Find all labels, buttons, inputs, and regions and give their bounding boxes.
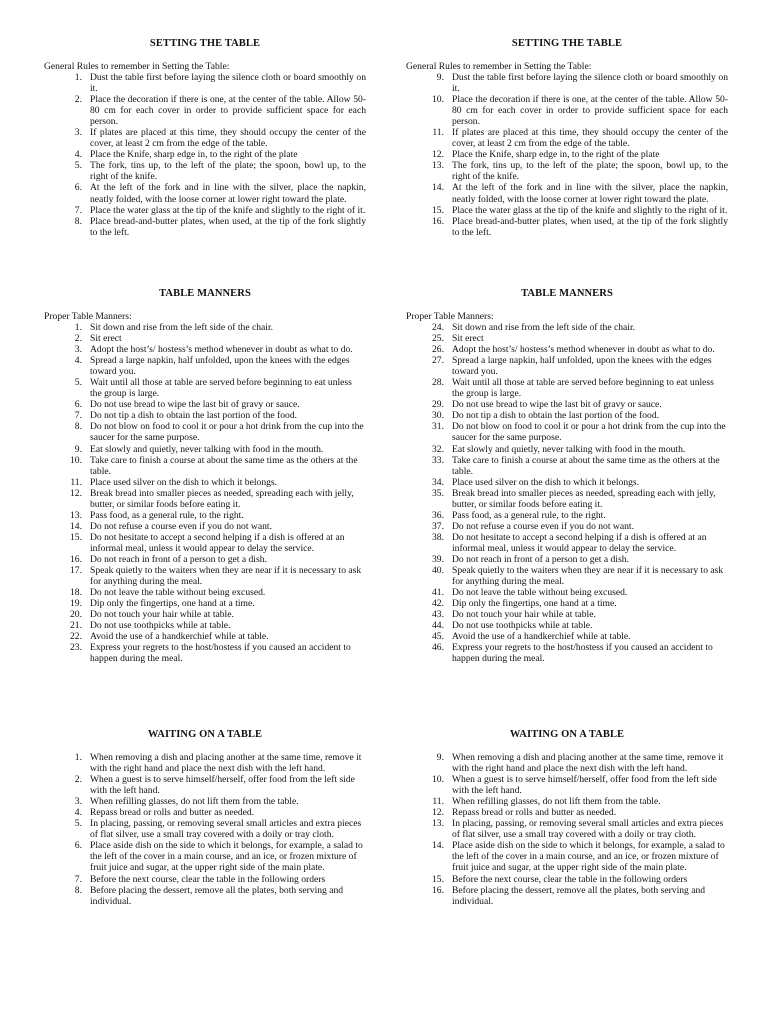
item-number: 4. — [74, 355, 82, 367]
item-text: In placing, passing, or removing several small articles and extra pieces of flat silver, use a small tray covered with a doily or tray cloth. — [90, 818, 362, 841]
item-text: Do not reach in front of a person to get a dish. — [90, 553, 267, 565]
list-item — [406, 410, 728, 421]
list-item — [44, 532, 366, 554]
list-item — [406, 874, 728, 885]
item-number: 21. — [70, 620, 82, 632]
item-text: The fork, tins up, to the left of the plate; the spoon, bowl up, to the right of the knife. — [90, 160, 366, 183]
item-text: Before placing the dessert, remove all the plates, both serving and individual. — [90, 884, 344, 907]
item-number: 11. — [432, 796, 444, 808]
item-text: When refilling glasses, do not lift them from the table. — [452, 796, 661, 808]
list-item — [406, 322, 728, 333]
list-item — [406, 127, 728, 149]
item-number: 4. — [74, 149, 82, 161]
list-item — [406, 631, 728, 642]
list-item — [44, 631, 366, 642]
waiting-list-right — [406, 752, 728, 907]
setting-list-left — [44, 72, 366, 238]
list-item — [406, 333, 728, 344]
item-text: Do not use bread to wipe the last bit of gravy or sauce. — [452, 399, 662, 411]
item-text: Adopt the host’s/ hostess’s method whenever in doubt as what to do. — [452, 344, 715, 356]
item-text: Before the next course, clear the table in the following orders — [90, 873, 326, 885]
item-number: 15. — [70, 531, 82, 543]
list-item — [44, 455, 366, 477]
list-item — [406, 521, 728, 532]
item-text: Pass food, as a general rule, to the right. — [90, 509, 244, 521]
item-text: Express your regrets to the host/hostess if you caused an accident to happen during the meal. — [452, 642, 713, 665]
list-item — [406, 532, 728, 554]
item-number: 6. — [74, 840, 82, 852]
item-text: Repass bread or rolls and butter as needed. — [452, 807, 617, 819]
list-item — [406, 554, 728, 565]
list-item — [44, 399, 366, 410]
item-number: 15. — [432, 873, 444, 885]
item-text: Speak quietly to the waiters when they are near if it is necessary to ask for anything during the meal. — [90, 565, 362, 588]
item-text: The fork, tins up, to the left of the plate; the spoon, bowl up, to the right of the knife. — [452, 160, 728, 183]
item-number: 14. — [70, 520, 82, 532]
list-item — [44, 205, 366, 216]
list-item — [44, 609, 366, 620]
item-number: 46. — [432, 642, 444, 654]
item-number: 1. — [74, 322, 82, 333]
list-item — [406, 149, 728, 160]
list-item — [406, 72, 728, 94]
item-text: Do not refuse a course even if you do not want. — [90, 520, 272, 532]
item-number: 27. — [432, 355, 444, 367]
item-text: Place the Knife, sharp edge in, to the right of the plate — [90, 149, 298, 161]
item-text: Wait until all those at table are served before beginning to eat unless the group is large. — [90, 377, 352, 400]
item-number: 18. — [70, 587, 82, 599]
list-item — [44, 818, 366, 840]
list-item — [44, 510, 366, 521]
list-item — [44, 160, 366, 182]
item-number: 16. — [432, 884, 444, 896]
list-item — [44, 840, 366, 873]
item-text: Before placing the dessert, remove all the plates, both serving and individual. — [452, 884, 706, 907]
item-text: Break bread into smaller pieces as needed, spreading each with jelly, butter, or similar foods before eating it. — [452, 487, 716, 510]
list-item — [406, 455, 728, 477]
item-text: Do not refuse a course even if you do not want. — [452, 520, 634, 532]
item-text: Adopt the host’s/ hostess’s method whenever in doubt as what to do. — [90, 344, 353, 356]
list-item — [406, 399, 728, 410]
list-item — [406, 598, 728, 609]
item-number: 1. — [74, 72, 82, 83]
item-number: 5. — [74, 160, 82, 172]
item-number: 3. — [74, 344, 82, 356]
item-number: 9. — [436, 752, 444, 763]
list-item — [406, 488, 728, 510]
item-number: 31. — [432, 421, 444, 433]
item-number: 12. — [70, 487, 82, 499]
setting-list-right — [406, 72, 728, 238]
item-text: Do not use toothpicks while at table. — [90, 620, 231, 632]
list-item — [406, 620, 728, 631]
list-item — [44, 149, 366, 160]
item-number: 6. — [74, 399, 82, 411]
list-item — [406, 840, 728, 873]
item-number: 42. — [432, 598, 444, 610]
waiting-list-left — [44, 752, 366, 907]
item-number: 10. — [432, 774, 444, 786]
setting-title-right: SETTING THE TABLE — [511, 38, 623, 49]
item-number: 14. — [432, 840, 444, 852]
item-text: Place bread-and-butter plates, when used, at the tip of the fork slightly to the left. — [452, 215, 728, 238]
item-text: Wait until all those at table are served before beginning to eat unless the group is large. — [452, 377, 714, 400]
list-item — [44, 322, 366, 333]
item-text: Do not touch your hair while at table. — [90, 609, 234, 621]
item-number: 36. — [432, 509, 444, 521]
list-item — [44, 377, 366, 399]
list-item — [44, 333, 366, 344]
item-text: At the left of the fork and in line with the silver, place the napkin, neatly folded, with the loose corner at lower right toward the plate. — [452, 182, 728, 205]
item-number: 43. — [432, 609, 444, 621]
item-number: 16. — [70, 553, 82, 565]
item-number: 13. — [70, 509, 82, 521]
item-text: Take care to finish a course at about the same time as the others at the table. — [452, 454, 720, 477]
item-number: 37. — [432, 520, 444, 532]
item-text: Place aside dish on the side to which it belongs, for example, a salad to the left of the cover in a main course, and an ice, or frozen mixture of fruit juice and sugar, at the upper right side of the main plate. — [452, 840, 725, 874]
list-item — [44, 752, 366, 774]
item-text: Place used silver on the dish to which it belongs. — [452, 476, 640, 488]
item-number: 24. — [432, 322, 444, 333]
item-number: 8. — [74, 421, 82, 433]
item-number: 30. — [432, 410, 444, 422]
list-item — [44, 620, 366, 631]
item-number: 5. — [74, 377, 82, 389]
list-item — [44, 182, 366, 204]
item-number: 3. — [74, 796, 82, 808]
item-number: 25. — [432, 333, 444, 345]
list-item — [406, 182, 728, 204]
item-number: 28. — [432, 377, 444, 389]
list-item — [44, 344, 366, 355]
list-item — [406, 818, 728, 840]
item-number: 7. — [74, 410, 82, 422]
item-number: 17. — [70, 565, 82, 577]
item-number: 34. — [432, 476, 444, 488]
item-number: 38. — [432, 531, 444, 543]
waiting-title-left: WAITING ON A TABLE — [147, 729, 263, 740]
item-number: 39. — [432, 553, 444, 565]
list-item — [44, 885, 366, 907]
list-item — [44, 796, 366, 807]
list-item — [406, 565, 728, 587]
list-item — [44, 598, 366, 609]
item-number: 20. — [70, 609, 82, 621]
list-item — [406, 510, 728, 521]
item-text: Place the decoration if there is one, at the center of the table. Allow 50-80 cm for each cover in order to provide sufficient space for each person. — [452, 94, 728, 128]
item-text: Do not use toothpicks while at table. — [452, 620, 593, 632]
item-number: 12. — [432, 807, 444, 819]
item-number: 35. — [432, 487, 444, 499]
item-text: Sit down and rise from the left side of the chair. — [452, 322, 636, 333]
item-text: If plates are placed at this time, they should occupy the center of the cover, at least 2 cm from the edge of the table. — [452, 127, 728, 150]
item-number: 40. — [432, 565, 444, 577]
item-text: Spread a large napkin, half unfolded, upon the knees with the edges toward you. — [452, 355, 712, 378]
item-number: 7. — [74, 204, 82, 216]
list-item — [406, 205, 728, 216]
item-text: Avoid the use of a handkerchief while at table. — [90, 631, 269, 643]
item-number: 1. — [74, 752, 82, 763]
item-number: 23. — [70, 642, 82, 654]
item-text: Do not tip a dish to obtain the last portion of the food. — [452, 410, 660, 422]
item-text: Place the Knife, sharp edge in, to the right of the plate — [452, 149, 660, 161]
item-number: 11. — [70, 476, 82, 488]
list-item — [406, 421, 728, 443]
list-item — [406, 609, 728, 620]
item-text: Before the next course, clear the table in the following orders — [452, 873, 688, 885]
item-text: When a guest is to serve himself/herself, offer food from the left side with the left hand. — [90, 774, 355, 797]
item-number: 5. — [74, 818, 82, 830]
manners-list-left — [44, 322, 366, 664]
list-item — [406, 796, 728, 807]
item-number: 26. — [432, 344, 444, 356]
item-number: 9. — [436, 72, 444, 83]
item-text: Do not blow on food to cool it or pour a hot drink from the cup into the saucer for the same purpose. — [452, 421, 726, 444]
item-text: Dip only the fingertips, one hand at a time. — [90, 598, 255, 610]
list-item — [44, 874, 366, 885]
item-number: 2. — [74, 94, 82, 106]
list-item — [44, 807, 366, 818]
item-text: When a guest is to serve himself/herself, offer food from the left side with the left hand. — [452, 774, 717, 797]
item-text: If plates are placed at this time, they should occupy the center of the cover, at least 2 cm from the edge of the table. — [90, 127, 366, 150]
item-text: Sit erect — [90, 333, 122, 345]
item-text: Sit down and rise from the left side of the chair. — [90, 322, 274, 333]
item-number: 16. — [432, 215, 444, 227]
item-text: Place used silver on the dish to which it belongs. — [90, 476, 278, 488]
item-number: 13. — [432, 160, 444, 172]
manners-list-right — [406, 322, 728, 664]
item-number: 19. — [70, 598, 82, 610]
item-text: Eat slowly and quietly, never talking with food in the mouth. — [452, 443, 686, 455]
item-text: When refilling glasses, do not lift them from the table. — [90, 796, 299, 808]
item-text: Do not blow on food to cool it or pour a hot drink from the cup into the saucer for the same purpose. — [90, 421, 364, 444]
item-number: 9. — [74, 443, 82, 455]
list-item — [406, 752, 728, 774]
list-item — [406, 94, 728, 127]
list-item — [406, 642, 728, 664]
item-number: 10. — [432, 94, 444, 106]
list-item — [44, 642, 366, 664]
item-number: 12. — [432, 149, 444, 161]
item-number: 7. — [74, 873, 82, 885]
item-text: Do not tip a dish to obtain the last portion of the food. — [90, 410, 298, 422]
list-item — [406, 587, 728, 598]
manners-title-right: TABLE MANNERS — [521, 288, 613, 299]
item-number: 22. — [70, 631, 82, 643]
item-text: Avoid the use of a handkerchief while at table. — [452, 631, 631, 643]
item-text: Speak quietly to the waiters when they are near if it is necessary to ask for anything during the meal. — [452, 565, 724, 588]
item-number: 15. — [432, 204, 444, 216]
list-item — [406, 344, 728, 355]
item-text: Eat slowly and quietly, never talking with food in the mouth. — [90, 443, 324, 455]
item-text: Take care to finish a course at about the same time as the others at the table. — [90, 454, 358, 477]
list-item — [44, 421, 366, 443]
item-number: 33. — [432, 454, 444, 466]
list-item — [406, 885, 728, 907]
item-text: Express your regrets to the host/hostess if you caused an accident to happen during the meal. — [90, 642, 351, 665]
item-text: Spread a large napkin, half unfolded, upon the knees with the edges toward you. — [90, 355, 350, 378]
item-number: 14. — [432, 182, 444, 194]
list-item — [406, 477, 728, 488]
item-text: Place the decoration if there is one, at the center of the table. Allow 50-80 cm for each cover in order to provide sufficient space for each person. — [90, 94, 366, 128]
item-number: 4. — [74, 807, 82, 819]
manners-title-left: TABLE MANNERS — [159, 288, 251, 299]
list-item — [44, 410, 366, 421]
item-text: Break bread into smaller pieces as needed, spreading each with jelly, butter, or similar foods before eating it. — [90, 487, 354, 510]
item-text: Place aside dish on the side to which it belongs, for example, a salad to the left of the cover in a main course, and an ice, or frozen mixture of fruit juice and sugar, at the upper right side of the main plate. — [90, 840, 363, 874]
item-number: 3. — [74, 127, 82, 139]
item-number: 2. — [74, 774, 82, 786]
list-item — [44, 216, 366, 238]
item-number: 10. — [70, 454, 82, 466]
item-text: Do not reach in front of a person to get a dish. — [452, 553, 629, 565]
list-item — [406, 377, 728, 399]
manners-intro-right: Proper Table Manners: — [406, 311, 494, 322]
item-text: Do not hesitate to accept a second helping if a dish is offered at an informal meal, unless it would appear to delay the service. — [452, 531, 707, 554]
item-text: Do not use bread to wipe the last bit of gravy or sauce. — [90, 399, 300, 411]
item-text: Dip only the fingertips, one hand at a time. — [452, 598, 617, 610]
list-item — [44, 94, 366, 127]
list-item — [44, 587, 366, 598]
list-item — [406, 774, 728, 796]
item-number: 8. — [74, 884, 82, 896]
item-number: 2. — [74, 333, 82, 345]
setting-title-left: SETTING THE TABLE — [149, 38, 261, 49]
item-text: When removing a dish and placing another at the same time, remove it with the right hand and place the next dish with the left hand. — [90, 752, 362, 775]
item-text: Do not leave the table without being excused. — [452, 587, 628, 599]
list-item — [406, 444, 728, 455]
item-number: 41. — [432, 587, 444, 599]
item-number: 45. — [432, 631, 444, 643]
item-text: Pass food, as a general rule, to the right. — [452, 509, 606, 521]
item-number: 32. — [432, 443, 444, 455]
list-item — [406, 216, 728, 238]
list-item — [44, 444, 366, 455]
setting-intro-left: General Rules to remember in Setting the Table: — [44, 61, 230, 72]
list-item — [44, 127, 366, 149]
item-text: When removing a dish and placing another at the same time, remove it with the right hand and place the next dish with the left hand. — [452, 752, 724, 775]
item-number: 44. — [432, 620, 444, 632]
list-item — [44, 477, 366, 488]
manners-intro-left: Proper Table Manners: — [44, 311, 132, 322]
item-text: Sit erect — [452, 333, 484, 345]
item-text: Place the water glass at the tip of the knife and slightly to the right of it. — [90, 204, 366, 216]
list-item — [44, 72, 366, 94]
list-item — [406, 355, 728, 377]
list-item — [44, 488, 366, 510]
item-number: 6. — [74, 182, 82, 194]
item-number: 11. — [432, 127, 444, 139]
setting-intro-right: General Rules to remember in Setting the Table: — [406, 61, 592, 72]
list-item — [406, 807, 728, 818]
item-number: 8. — [74, 215, 82, 227]
item-text: Do not hesitate to accept a second helping if a dish is offered at an informal meal, unless it would appear to delay the service. — [90, 531, 345, 554]
item-text: Do not leave the table without being excused. — [90, 587, 266, 599]
waiting-title-right: WAITING ON A TABLE — [509, 729, 625, 740]
item-text: Dust the table first before laying the silence cloth or board smoothly on it. — [90, 72, 366, 95]
list-item — [44, 774, 366, 796]
list-item — [44, 554, 366, 565]
list-item — [44, 355, 366, 377]
item-text: Place the water glass at the tip of the knife and slightly to the right of it. — [452, 204, 728, 216]
item-text: Do not touch your hair while at table. — [452, 609, 596, 621]
list-item — [44, 521, 366, 532]
item-text: In placing, passing, or removing several small articles and extra pieces of flat silver, use a small tray covered with a doily or tray cloth. — [452, 818, 724, 841]
item-number: 13. — [432, 818, 444, 830]
list-item — [44, 565, 366, 587]
item-text: Dust the table first before laying the silence cloth or board smoothly on it. — [452, 72, 728, 95]
item-text: Place bread-and-butter plates, when used, at the tip of the fork slightly to the left. — [90, 215, 366, 238]
item-number: 29. — [432, 399, 444, 411]
item-text: At the left of the fork and in line with the silver, place the napkin, neatly folded, with the loose corner at lower right toward the plate. — [90, 182, 366, 205]
item-text: Repass bread or rolls and butter as needed. — [90, 807, 255, 819]
list-item — [406, 160, 728, 182]
